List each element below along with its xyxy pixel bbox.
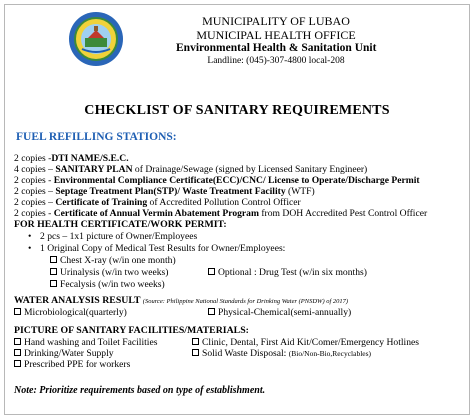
health-bullet-picture: • 2 pcs – 1x1 picture of Owner/Employees <box>28 231 198 242</box>
document-title: CHECKLIST OF SANITARY REQUIREMENTS <box>84 103 390 118</box>
header-unit: Environmental Health & Sanitation Unit <box>176 42 377 54</box>
check-drinking-water[interactable]: Drinking/Water Supply <box>14 348 114 359</box>
check-fecalysis[interactable]: Fecalysis (w/in two weeks) <box>50 279 165 290</box>
header-landline: Landline: (045)-307-4800 local-208 <box>207 56 345 66</box>
facilities-heading: PICTURE OF SANITARY FACILITIES/MATERIALS: <box>14 325 249 336</box>
health-heading: FOR HEALTH CERTIFICATE/WORK PERMIT: <box>14 219 227 230</box>
fuel-item-vermin: 2 copies - Certificate of Annual Vermin Abatement Program from DOH Accredited Pest Control Officer <box>14 208 428 219</box>
checkbox-icon[interactable] <box>50 256 57 263</box>
fuel-item-stp: 2 copies – Septage Treatment Plan(STP)/ Waste Treatment Facility (WTF) <box>14 186 315 197</box>
checkbox-icon[interactable] <box>208 268 215 275</box>
check-drug-test[interactable]: Optional : Drug Test (w/in six months) <box>208 267 367 278</box>
check-microbiological[interactable]: Microbiological(quarterly) <box>14 307 127 318</box>
municipal-seal-logo <box>68 11 124 67</box>
checkbox-icon[interactable] <box>50 268 57 275</box>
check-chest-xray[interactable]: Chest X-ray (w/in one month) <box>50 255 176 266</box>
fuel-item-training: 2 copies – Certificate of Training of Accredited Pollution Control Officer <box>14 197 301 208</box>
footer-note: Note: Prioritize requirements based on type of establishment. <box>14 385 266 396</box>
check-physical-chemical[interactable]: Physical-Chemical(semi-annually) <box>208 307 351 318</box>
checkbox-icon[interactable] <box>14 308 21 315</box>
fuel-heading: FUEL REFILLING STATIONS: <box>16 131 177 143</box>
checkbox-icon[interactable] <box>14 338 21 345</box>
check-ppe[interactable]: Prescribed PPE for workers <box>14 359 130 370</box>
checkbox-icon[interactable] <box>192 349 199 356</box>
checkbox-icon[interactable] <box>192 338 199 345</box>
checkbox-icon[interactable] <box>50 280 57 287</box>
fuel-item-sanitary-plan: 4 copies – SANITARY PLAN of Drainage/Sewage (signed by Licensed Sanitary Engineer) <box>14 164 368 175</box>
header-municipality: MUNICIPALITY OF LUBAO <box>202 14 350 28</box>
check-solid-waste[interactable]: Solid Waste Disposal: (Bio/Non-Bio,Recyclables) <box>192 348 371 359</box>
checkbox-icon[interactable] <box>208 308 215 315</box>
checkbox-icon[interactable] <box>14 349 21 356</box>
check-hand-washing[interactable]: Hand washing and Toilet Facilities <box>14 337 157 348</box>
check-urinalysis[interactable]: Urinalysis (w/in two weeks) <box>50 267 168 278</box>
water-heading: WATER ANALYSIS RESULT (Source: Philippine National Standards for Drinking Water (PNSDW) of 2017) <box>14 295 349 306</box>
checkbox-icon[interactable] <box>14 360 21 367</box>
check-clinic[interactable]: Clinic, Dental, First Aid Kit/Comer/Emergency Hotlines <box>192 337 419 348</box>
health-bullet-medical: • 1 Original Copy of Medical Test Results for Owner/Employees: <box>28 243 286 254</box>
fuel-item-ecc: 2 copies - Environmental Compliance Certificate(ECC)/CNC/ License to Operate/Discharge Permit <box>14 175 420 186</box>
header-health-office: MUNICIPAL HEALTH OFFICE <box>196 28 356 42</box>
fuel-item-dti: 2 copies -DTI NAME/S.E.C. <box>14 153 129 164</box>
